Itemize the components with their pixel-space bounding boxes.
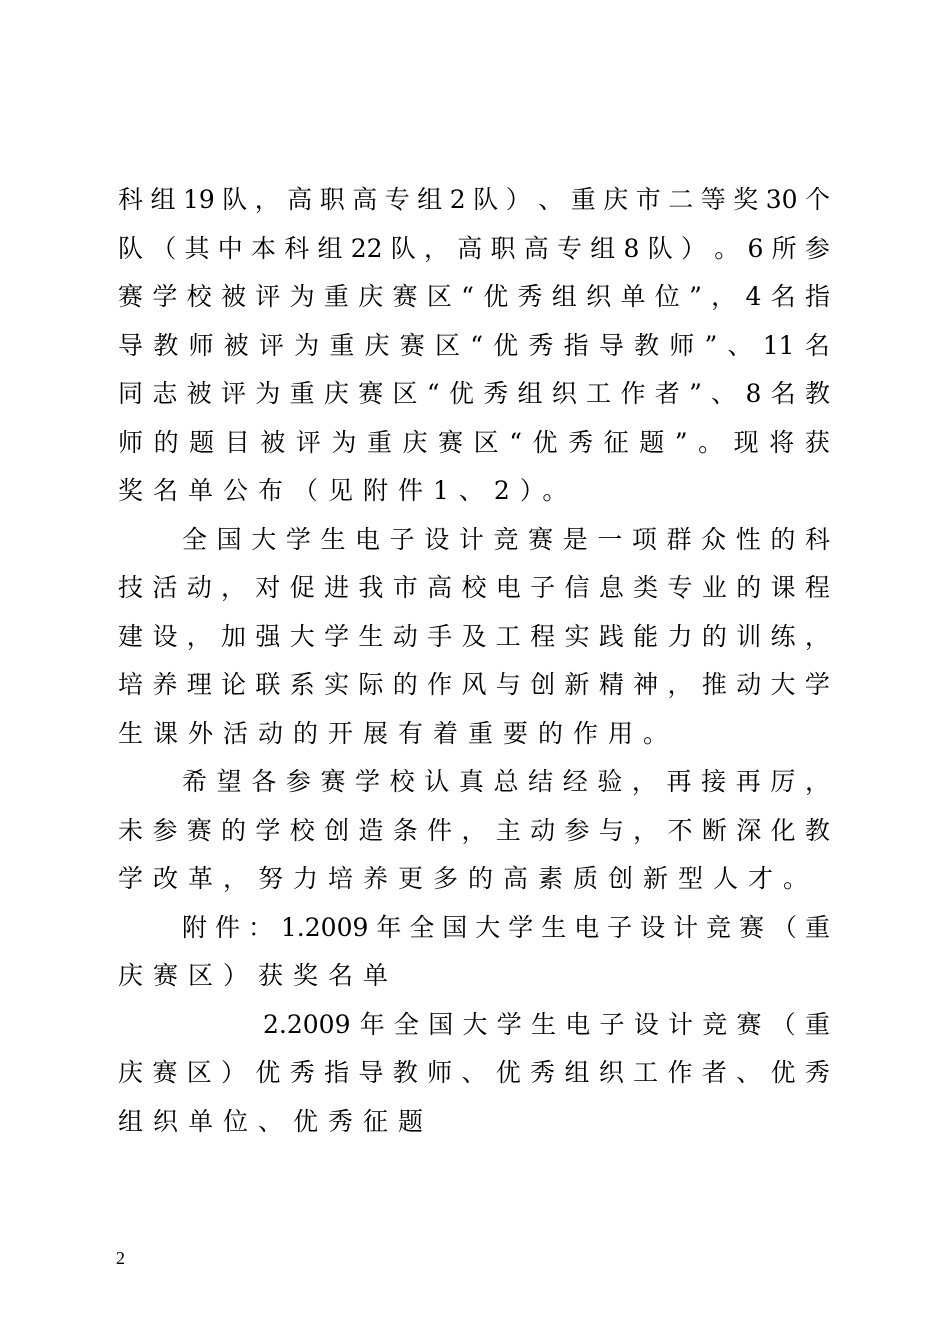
text-line: 组织单位、优秀征题	[118, 1106, 434, 1136]
text-line: 全 国 大 学 生 电 子 设 计 竞 赛 是 一 项 群 众 性 的 科	[182, 524, 830, 554]
text-line: 建 设 ， 加 强 大 学 生 动 手 及 工 程 实 践 能 力 的 训 练 ，	[118, 621, 830, 651]
text-line: 科 组 19 队 ， 高 职 高 专 组 2 队 ） 、 重 庆 市 二 等 奖 30 个	[118, 185, 830, 214]
text-line: 附 件 ： 1.2009 年 全 国 大 学 生 电 子 设 计 竞 赛 （ 重	[182, 912, 830, 942]
text-line: 培 养 理 论 联 系 实 际 的 作 风 与 创 新 精 神 ， 推 动 大 学	[118, 670, 830, 699]
text-line: 队 （ 其 中 本 科 组 22 队 ， 高 职 高 专 组 8 队 ） 。 6 所 参	[118, 233, 830, 263]
text-line: 庆 赛 区 ） 优 秀 指 导 教 师 、 优 秀 组 织 工 作 者 、 优 秀	[118, 1058, 830, 1087]
text-line: 未 参 赛 的 学 校 创 造 条 件 ， 主 动 参 与 ， 不 断 深 化 教	[118, 815, 830, 845]
text-line: 2.2009 年 全 国 大 学 生 电 子 设 计 竞 赛 （ 重	[263, 1009, 830, 1039]
text-line: 希 望 各 参 赛 学 校 认 真 总 结 经 验 ， 再 接 再 厉 ，	[182, 767, 830, 796]
page-number: 2	[116, 1248, 125, 1268]
text-line: 生课外活动的开展有着重要的作用。	[118, 718, 679, 748]
text-line: 奖名单公布（见附件1、2）。	[118, 476, 578, 505]
body-text	[118, 176, 830, 1146]
text-line: 同 志 被 评 为 重 庆 赛 区 “ 优 秀 组 织 工 作 者 ” 、 8 名 教	[118, 379, 830, 408]
text-line: 学改革，努力培养更多的高素质创新型人才。	[118, 864, 819, 893]
text-line: 技 活 动 ， 对 促 进 我 市 高 校 电 子 信 息 类 专 业 的 课 程	[118, 573, 830, 602]
text-line: 师 的 题 目 被 评 为 重 庆 赛 区 “ 优 秀 征 题 ” 。 现 将 获	[118, 427, 830, 457]
text-line: 导 教 师 被 评 为 重 庆 赛 区 “ 优 秀 指 导 教 师 ” 、 11 名	[118, 330, 830, 360]
text-line: 庆赛区）获奖名单	[118, 961, 399, 990]
text-line: 赛 学 校 被 评 为 重 庆 赛 区 “ 优 秀 组 织 单 位 ” ， 4 名 指	[118, 282, 830, 311]
